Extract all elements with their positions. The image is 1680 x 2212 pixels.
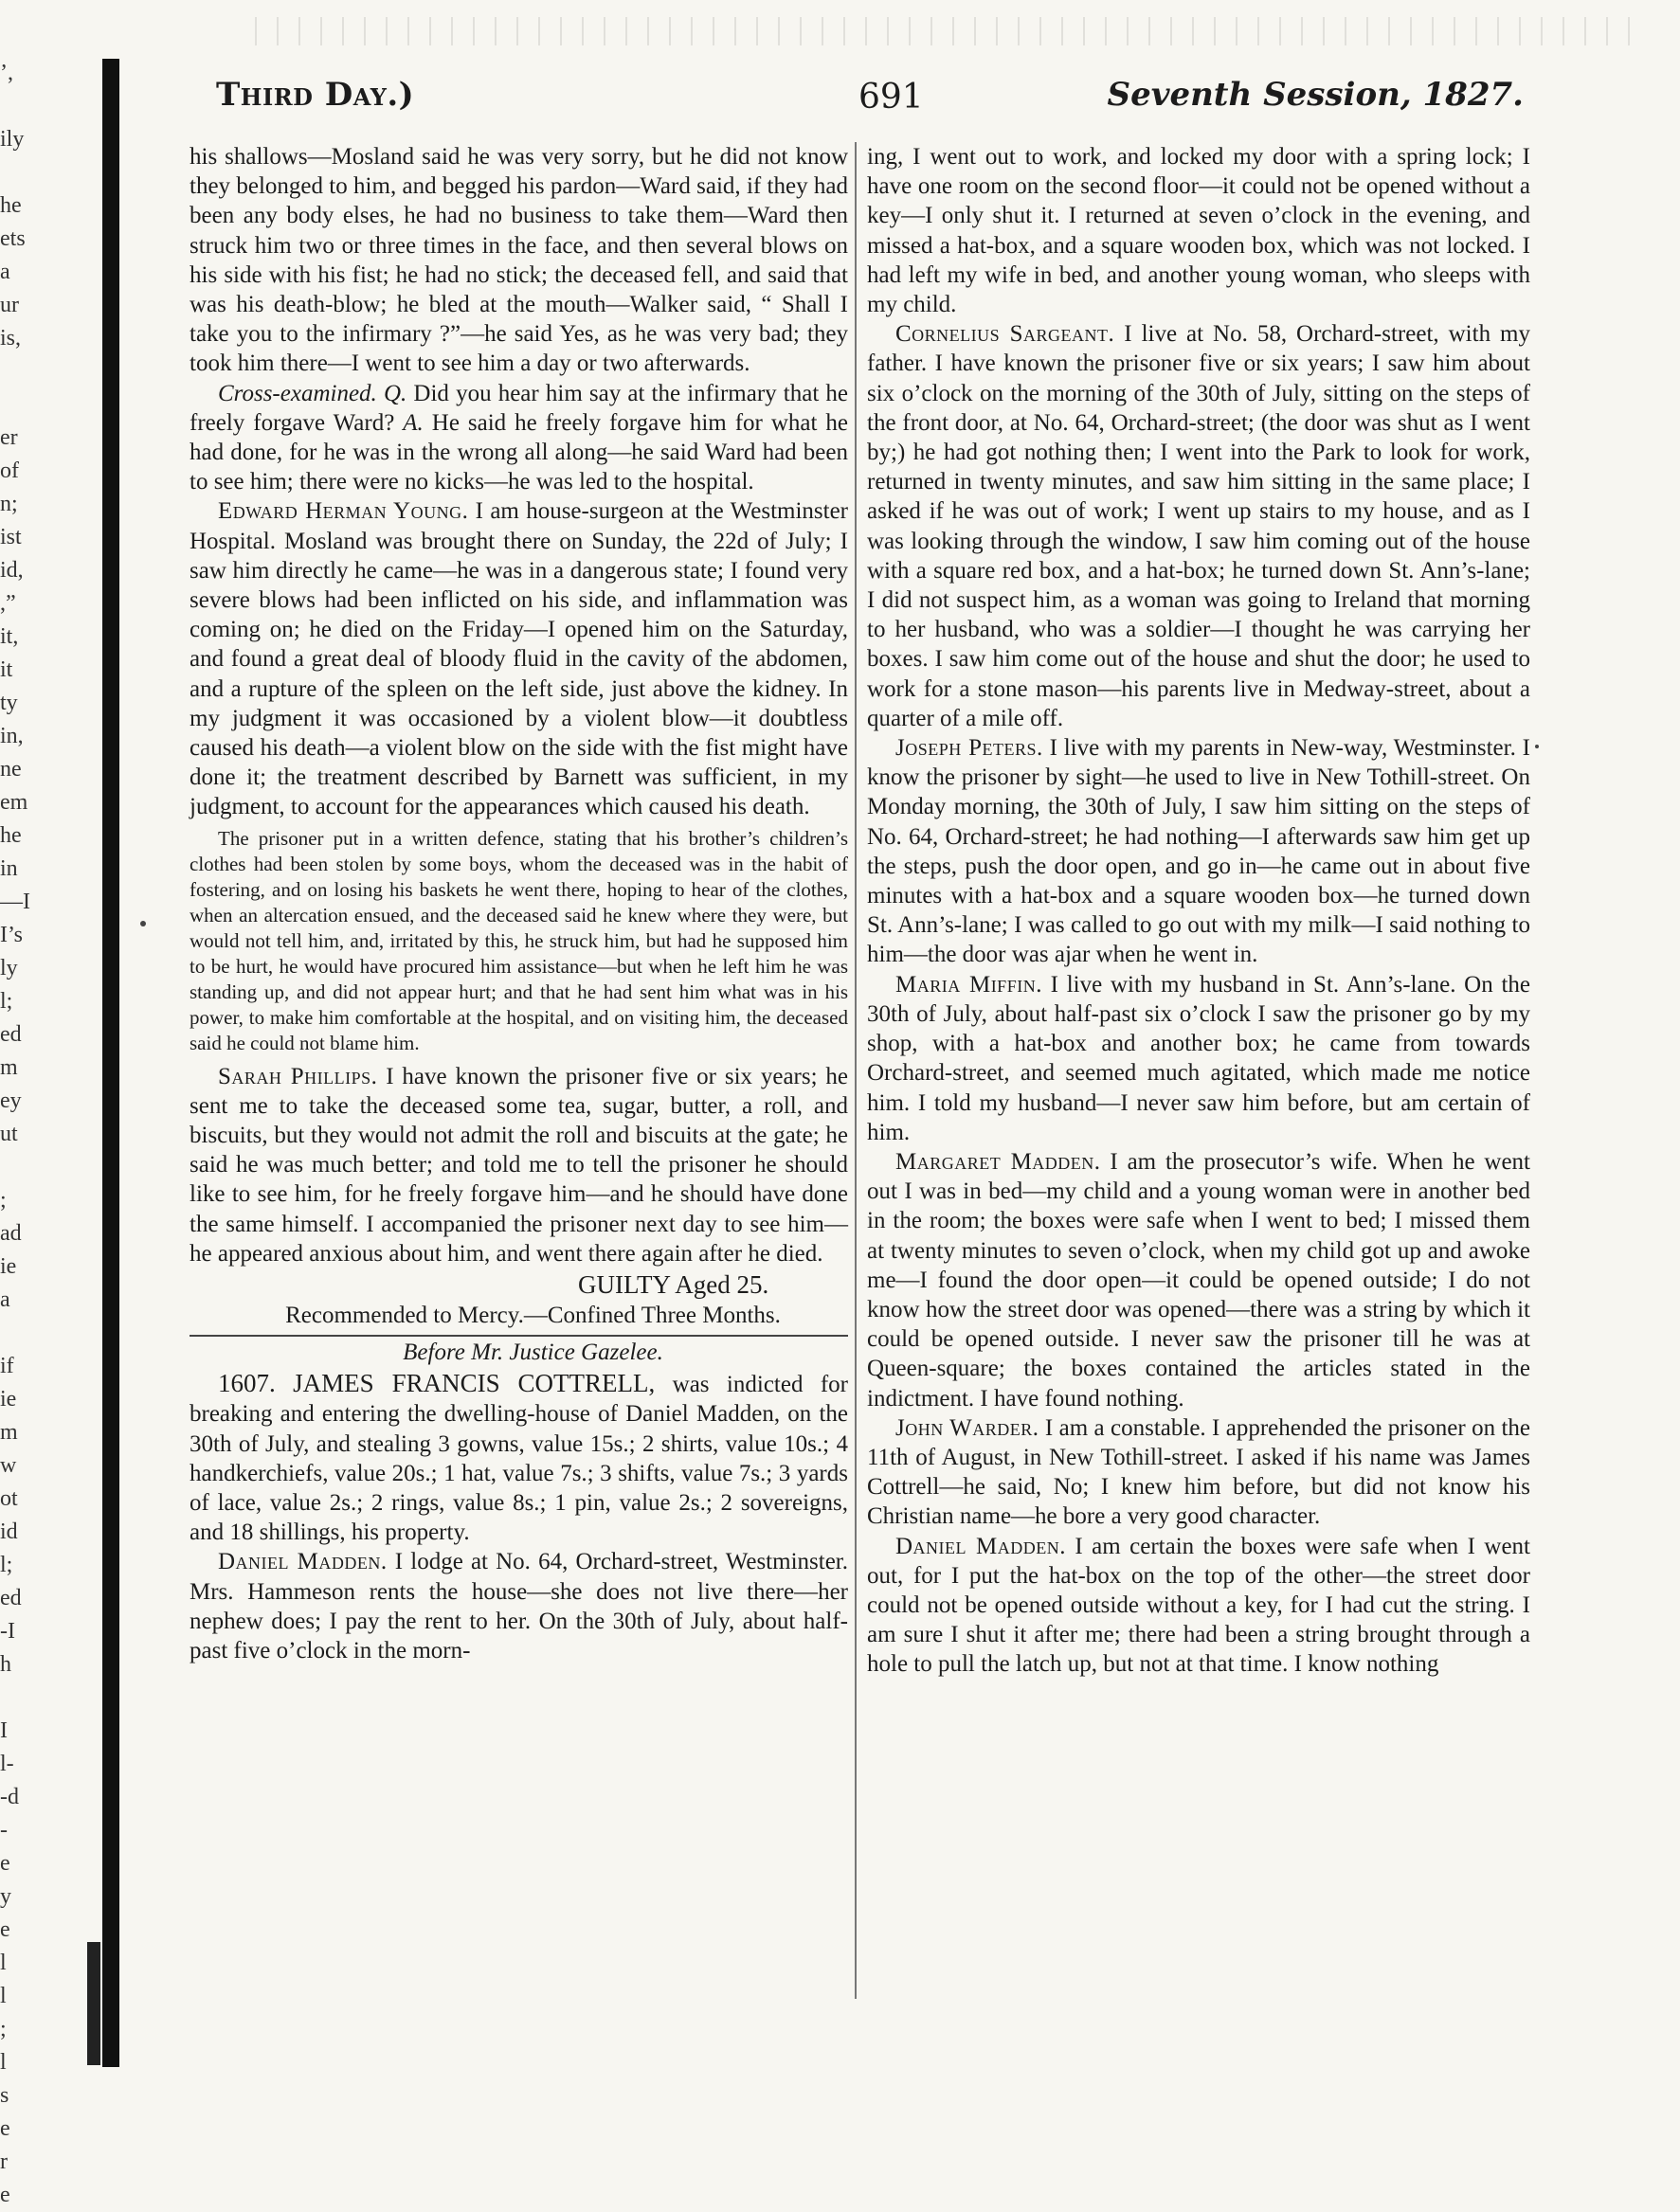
prev-page-fragment: ; <box>0 2017 7 2041</box>
prev-page-fragment: I <box>0 1718 8 1743</box>
prev-page-fragment: a <box>0 260 10 284</box>
prev-page-fragment: e <box>0 2183 10 2207</box>
header-session: Seventh Session, 1827. <box>1107 76 1524 114</box>
indictment <box>190 1369 848 1547</box>
prev-page-fragment: s <box>0 2083 9 2108</box>
testimony-continuation: his shallows—Mosland said he was very sorry, but he did not know they belonged to him, and begged his pardon—Ward said, if they had been any body elses, he had no business to take them—Ward then struck him two or three times in the face, and then several blows on his side with his fist; he had no stick; the deceased fell, and said that was his death-blow; he bled at the mouth—Walker said, “ Shall I take you to the infirmary ?”—he said Yes, as he was very bad; they took him there—I went to see him a day or two afterwards. <box>190 144 848 377</box>
testimony-text: I am the prosecutor’s wife. When he went out I was in bed—my child and a young woman were in another bed in the room; the boxes were safe when I went to bed; I missed them at twenty minutes to seven o’clock, when my child got up and awoke me—I found the door open—it could be opened outside; I do not know how the street door was opened—there was a string by which it could be opened outside. I never saw the prisoner till he was at Queen-square; the boxes contained the articles stated in the indictment. I have found nothing. <box>867 1148 1531 1412</box>
witness-testimony <box>867 970 1530 1147</box>
witness-testimony <box>867 1532 1530 1680</box>
prev-page-fragment: y <box>0 1884 11 1909</box>
witness-name: John Warder. <box>895 1414 1039 1441</box>
previous-page-margin <box>0 57 57 2207</box>
prev-page-fragment: it, <box>0 624 19 649</box>
prev-page-fragment: ,” <box>0 591 16 616</box>
prev-page-fragment: ie <box>0 1254 17 1279</box>
prev-page-fragment: er <box>0 425 18 450</box>
prev-page-fragment: - <box>0 1818 8 1843</box>
prev-page-fragment: em <box>0 790 28 815</box>
verdict: GUILTY Aged 25. <box>578 1270 769 1300</box>
prev-page-fragment: ot <box>0 1486 18 1511</box>
indictment-text: was indicted for breaking and entering the dwelling-house of Daniel Madden, on the 30th of July, and stealing 3 gowns, value 15s.; 2 shirts, value 10s.; 4 handkerchiefs, value 20s.; 1 hat, value 7s.; 3 shifts, value 7s.; 3 yards of lace, value 2s.; 2 rings, value 8s.; 1 pin, value 2s.; 2 sovereigns, and 18 shillings, his property. <box>190 1372 849 1546</box>
page-number: 691 <box>858 78 924 117</box>
question-marker: Q. <box>383 380 407 406</box>
prev-page-fragment: h <box>0 1652 11 1677</box>
prev-page-fragment: l; <box>0 989 13 1014</box>
cross-examined-label: Cross-examined. <box>218 380 377 406</box>
prev-page-fragment: ad <box>0 1221 22 1246</box>
prev-page-fragment: if <box>0 1354 14 1378</box>
binding-spine-lower <box>87 1942 100 2065</box>
prev-page-fragment: in <box>0 856 18 881</box>
ink-speck <box>1535 745 1539 748</box>
witness-name: Edward Herman Young. <box>218 498 469 525</box>
prev-page-fragment <box>0 355 57 388</box>
prev-page-fragment: r <box>0 2149 8 2174</box>
answer-text: He said he freely forgave him for what he had done, for he was in the wrong all along—he said Ward had been to see him; there were no kicks—he was led to the hospital. <box>190 409 848 495</box>
prev-page-fragment: e <box>0 1917 10 1942</box>
witness-testimony <box>867 1147 1530 1413</box>
prev-page-fragment: it <box>0 657 13 682</box>
prev-page-fragment: ily <box>0 127 25 152</box>
witness-name: Cornelius Sargeant. <box>895 321 1115 348</box>
prev-page-fragment <box>0 1681 57 1715</box>
witness-name: Maria Miffin. <box>895 971 1042 998</box>
running-header <box>216 76 1524 123</box>
column-rule <box>855 142 857 1999</box>
witness-name: Daniel Madden. <box>218 1549 388 1575</box>
prev-page-fragment <box>0 90 57 123</box>
prev-page-fragment: of <box>0 459 19 483</box>
prev-page-fragment: ed <box>0 1022 22 1047</box>
written-defence: The prisoner put in a written defence, stating that his brother’s children’s clothes had been stolen by some boys, whom the deceased was in the habit of fostering, and on losing his baskets he went there, hoping to hear of the clothes, when an altercation ensued, and the deceased said he knew where they were, but would not tell him, and, irritated by this, he struck him, but had he supposed him to be hurt, he would have procured him assistance—but when he left him he was standing up, and did not appear hurt; and that he had sent him what was in his power, to make him comfortable at the hospital, and on visiting him, the deceased said he could not blame him. <box>190 826 848 1054</box>
prev-page-fragment: is, <box>0 326 22 351</box>
witness-testimony <box>867 733 1530 970</box>
prev-page-fragment: -d <box>0 1785 19 1809</box>
witness-testimony <box>867 1413 1530 1532</box>
prev-page-fragment: ne <box>0 757 22 782</box>
witness-name: Sarah Phillips. <box>218 1063 378 1089</box>
ink-speck <box>140 921 146 926</box>
testimony-text: I am house-surgeon at the Westminster Hospital. Mosland was brought there on Sunday, the 22d of July; I saw him directly he came—he was in a dangerous state; I found very severe blows had been inflicted on his side, and inflammation was coming on; he died on the Friday—I opened him on the Saturday, and found a great deal of bloody fluid in the cavity of the abdomen, and a rupture of the spleen on the left side, just above the kidney. In my judgment it was occasioned by a violent blow—it doubtless caused his death—a violent blow on the side with the fist might have done it; the treatment described by Barnett was sufficient, in my judgment, to account for the appearances which caused his death. <box>190 498 849 820</box>
witness-name: Joseph Peters. <box>895 735 1043 762</box>
prev-page-fragment: l- <box>0 1752 14 1776</box>
prev-page-fragment: ur <box>0 293 19 317</box>
prev-page-fragment: l; <box>0 1553 13 1577</box>
prev-page-fragment: ets <box>0 226 26 251</box>
witness-testimony <box>190 1547 848 1665</box>
prev-page-fragment <box>0 1151 57 1184</box>
sentence: Recommended to Mercy.—Confined Three Months. <box>190 1301 848 1337</box>
right-column <box>867 142 1530 1680</box>
prev-page-fragment: m <box>0 1055 18 1080</box>
prev-page-fragment: —I <box>0 890 30 914</box>
prev-page-fragment: ed <box>0 1586 22 1610</box>
witness-name: Daniel Madden. <box>895 1533 1066 1559</box>
prev-page-fragment: -I <box>0 1619 15 1644</box>
prev-page-fragment: l <box>0 1951 7 1975</box>
prev-page-fragment: w <box>0 1453 17 1478</box>
testimony-text: I live with my parents in New-way, Westminster. I know the prisoner by sight—he used to live in New Tothill-street. On Monday morning, the 30th of July, I saw him sitting on the steps of No. 64, Orchard-street; he had nothing—I afterwards saw him get up the steps, push the door open, and go in—he came out in about five minutes with a hat-box and a square wooden box—he turned down St. Ann’s-lane; I was called to go out with my milk—I said nothing to him—the door was ajar when he went in. <box>867 735 1530 968</box>
prev-page-fragment: I’s <box>0 923 23 947</box>
testimony-text: I am a constable. I apprehended the prisoner on the 11th of August, in New Tothill-street. I asked if his name was James Cottrell—he said, No; I knew him before, but did not know his Christian name—he bore a very good character. <box>867 1414 1530 1530</box>
testimony-text: I am certain the boxes were safe when I went out, for I put the hat-box on the top of the other—the street door could not be opened outside without a key, for I had cut the string. I am sure I shut it after me; there had been a string brought through a hole to pull the latch up, but not at that time. I know nothing <box>867 1533 1530 1678</box>
prev-page-fragment: ’, <box>0 61 13 85</box>
prev-page-fragment: ie <box>0 1387 17 1412</box>
answer-marker: A. <box>403 409 424 436</box>
prev-page-fragment: ey <box>0 1088 22 1113</box>
prev-page-fragment: id <box>0 1520 18 1544</box>
prev-page-fragment: a <box>0 1287 10 1312</box>
case-number: 1607. <box>218 1369 276 1398</box>
testimony-text: I have known the prisoner five or six years; he sent me to take the deceased some tea, sugar, butter, a roll, and biscuits, but they would not admit the roll and biscuits at the gate; he said he was much better; and told me to tell the prisoner he should like to see him, for he freely forgave him—and he should have done the same himself. I accompanied the prisoner next day to see him—he appeared anxious about him, and went there again after he died. <box>190 1063 848 1267</box>
prev-page-fragment: ly <box>0 956 18 980</box>
header-day: Third Day.) <box>216 76 415 114</box>
prev-page-fragment: he <box>0 823 22 848</box>
prev-page-fragment: l <box>0 2050 7 2075</box>
question-text: Did you hear him say at the infirmary that he freely forgave Ward? <box>190 380 849 436</box>
witness-name: Margaret Madden. <box>895 1148 1101 1175</box>
defendant-name: JAMES FRANCIS COTTRELL, <box>293 1369 656 1398</box>
witness-testimony <box>190 496 848 821</box>
top-edge-noise <box>246 17 1649 45</box>
prev-page-fragment: ist <box>0 525 22 549</box>
prev-page-fragment <box>0 388 57 422</box>
prev-page-fragment: e <box>0 2116 10 2141</box>
prev-page-fragment: l <box>0 1984 7 2008</box>
prev-page-fragment: in, <box>0 724 24 748</box>
testimony-text: I live at No. 58, Orchard-street, with my father. I have known the prisoner five or six years; I saw him about six o’clock on the morning of the 30th of July, sitting on the steps of the front door, at No. 64, Orchard-street; (the door was shut as I went by;) he had got nothing then; I went into the Park to look for work, returned in twenty minutes, and saw him sitting in the same place; I asked if he was out of work; I went up stairs to my house, and as I was looking through the window, I saw him coming out of the house with a square red box, and a hat-box; he turned down St. Ann’s-lane; I did not suspect him, as a woman was going to Ireland that morning to her husband, who was a soldier—I thought he was carrying her boxes. I saw him come out of the house and shut the door; he used to work for a stone mason—his parents live in Medway-street, about a quarter of a mile off. <box>867 321 1530 731</box>
prev-page-fragment: ut <box>0 1122 18 1146</box>
prev-page-fragment: id, <box>0 558 24 583</box>
witness-testimony <box>190 1062 848 1268</box>
prev-page-fragment: n; <box>0 492 18 516</box>
testimony-continuation: ing, I went out to work, and locked my door with a spring lock; I have one room on the second floor—it could not be opened without a key—I only shut it. I returned at seven o’clock in the evening, and missed a hat-box, and a square wooden box, which was not locked. I had left my wife in bed, and another young woman, who sleeps with my child. <box>867 144 1530 318</box>
cross-examination <box>190 379 848 497</box>
left-column <box>190 142 848 1665</box>
prev-page-fragment: ty <box>0 691 18 715</box>
prev-page-fragment: m <box>0 1420 18 1445</box>
prev-page-fragment: e <box>0 1851 10 1876</box>
testimony-text: I live with my husband in St. Ann’s-lane. On the 30th of July, about half-past six o’clock I saw the prisoner go by my shop, with a hat-box and another box; he came from towards Orchard-street, and seemed much agitated, which made me notice him. I told my husband—I never saw him before, but am certain of him. <box>867 971 1531 1145</box>
prev-page-fragment <box>0 156 57 189</box>
prev-page-fragment: ; <box>0 1188 7 1213</box>
prev-page-fragment: he <box>0 193 22 218</box>
witness-testimony <box>867 319 1530 733</box>
prev-page-fragment <box>0 1317 57 1350</box>
judge-heading: Before Mr. Justice Gazelee. <box>403 1340 663 1366</box>
binding-spine <box>102 59 119 2067</box>
testimony-text: I lodge at No. 64, Orchard-street, Westminster. Mrs. Hammeson rents the house—she does not live there—her nephew does; I pay the rent to her. On the 30th of July, about half-past five o’clock in the morn- <box>190 1549 848 1663</box>
